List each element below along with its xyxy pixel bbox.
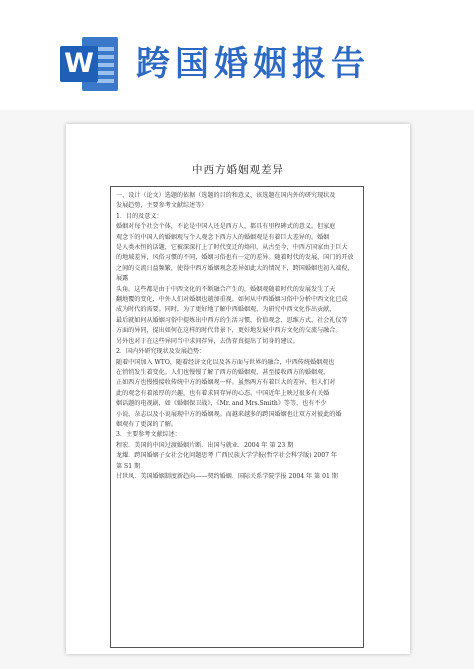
- subsection-heading: 1．目的及意义：: [116, 212, 163, 220]
- reference-item: 甘世凤．美国婚姻制度新趋向——契约婚姻．国际关系学院学报 2004 年 第 01 期: [116, 472, 338, 480]
- word-logo-letter: W: [60, 46, 98, 82]
- header-banner: [0, 0, 474, 110]
- subsection-heading: 3．主要参考文献综述：: [116, 431, 181, 439]
- document-title: 中西方婚姻观差异: [192, 164, 284, 176]
- reference-item: 程宏．美国的中国过渡婚姻片断．出国与就业．2004 年 第 23 期: [116, 441, 294, 449]
- word-logo-icon: [60, 37, 120, 91]
- body-paragraph: 随着中国加入 WTO，随着经济文化以及各方面与世界的融合，中西传统婚姻观也 在悄悄发生着变化。人们也慢慢了解了西方的婚姻观，甚至接收西方的婚姻观， 正如西方也慢慢接收传统中方的婚姻观一样。虽然两方有着巨大的差异，但人们对 此的观念有着浓厚的兴趣，也有着求同存异的心态。中国近年上映过很多有关婚 姻话题的电视剧，如《婚姻保卫战》，《Mr. and Mrs.Smith》等等，也有不少 小说，杂志以及小说展现中方的婚姻观。而越来越多的跨国婚姻也让双方对彼此的婚 姻观有了更深的了解。: [116, 358, 342, 428]
- document-page: [66, 124, 410, 654]
- banner-title: 跨国婚姻报告: [136, 44, 370, 84]
- content-box: [110, 186, 364, 648]
- reference-item: 龙耀．跨国婚姻子女社会化问题思考 广西民族大学学报(哲学社会科学版) 2007 年 第 S1 期: [116, 452, 338, 470]
- subsection-heading: 2．国内外研究现状及发展趋势：: [116, 348, 206, 356]
- section-heading: 一、设计（论文）选题的依据（选题的目的和意义、该选题在国内外的研究现状及 发展趋势，主要参考文献综述等）: [116, 192, 336, 210]
- body-paragraph: 婚姻对每个社会个体，不论是中国人还是西方人，都具有里程碑式的意义。但家庭 观念下的中国人的婚姻观与个人观念下西方人的婚姻观是有着巨大差异的。婚姻 是人类永恒的话题，它被深深打上了时代变迁的烙印，从古至今，中西方国家由于巨大 的地域差异，风俗习惯的不同，婚姻习俗也有一定的差异。随着时代的发展，国门的开放 之间的交流日益频繁，使得中西方婚姻观念差异如此大的情况下，跨国婚姻也初入端倪，展露 头角。这些都是由于中西文化的不断融合产生的，婚姻观随着时代的发展发生了天 翻地覆的变化，中外人们对婚姻也越加重视。如何从中西婚姻习俗中分析中西文化已成 成为时代的需要。同时，为了更好地了解中西婚姻观，为研究中西文化作出贡献， 最后就如何从婚姻习俗中提炼出中西方的生活习惯、价值观念、思维方式、社会礼仪等 方面的异同，提出如何在这样的时代背景下，更好地发展中西方文化的交流与融合。 另外也对于在这些异同当中求同存异，去伪存真提出了切身的建议。: [116, 223, 354, 345]
